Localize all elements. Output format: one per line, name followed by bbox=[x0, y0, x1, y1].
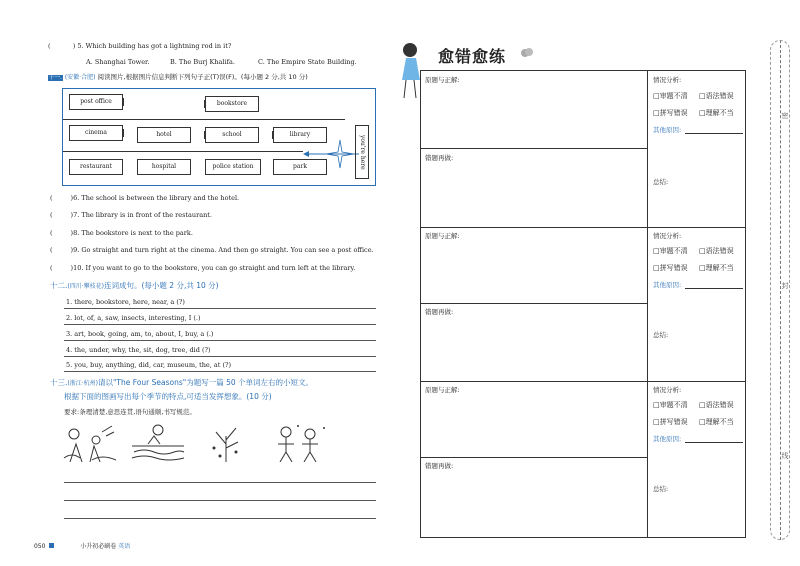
door-icon bbox=[204, 131, 206, 139]
option-spelling[interactable]: □拼写错误 bbox=[653, 109, 688, 117]
section-13-requirement: 要求:条理清楚,意思连贯,语句通顺,书写规范。 bbox=[64, 408, 196, 416]
map-bookstore: bookstore bbox=[205, 96, 259, 112]
footer-subject: 英语 bbox=[118, 543, 131, 550]
judge-item-10: ( )10. If you want to go to the bookstore, you can go straight and turn left at the library. bbox=[50, 264, 356, 272]
road-line bbox=[63, 119, 345, 120]
seal-char-feng: 封 bbox=[781, 282, 789, 289]
section-11-instruction: 阅读图片,根据图片信息判断下列句子正(T)误(F)。(每小题 2 分,共 10 分) bbox=[97, 73, 308, 81]
redo-label: 错题再做: bbox=[425, 462, 454, 470]
page-number: 050 bbox=[34, 543, 46, 550]
reorder-item-2: 2. lot, of, a, saw, insects, interesting, I (.) bbox=[66, 314, 201, 322]
inner-separator bbox=[421, 303, 647, 304]
answer-line bbox=[64, 324, 376, 325]
right-page-title: 愈错愈练 bbox=[438, 47, 507, 66]
autumn-picture bbox=[206, 422, 246, 462]
map-school: school bbox=[205, 127, 259, 143]
original-and-answer-label: 原题与正解: bbox=[425, 76, 460, 84]
footer-square-icon bbox=[49, 543, 54, 548]
map-library: library bbox=[273, 127, 327, 143]
door-icon bbox=[204, 100, 206, 108]
summary-label: 总结: bbox=[653, 485, 669, 493]
judge-item-6: ( )6. The school is between the library and the hotel. bbox=[50, 194, 240, 202]
option-spelling[interactable]: □拼写错误 bbox=[653, 264, 688, 272]
town-map bbox=[62, 88, 376, 186]
writing-line bbox=[64, 518, 376, 519]
other-reason-label: 其他原因: bbox=[653, 435, 682, 443]
writing-line bbox=[64, 500, 376, 501]
option-grammar[interactable]: □语法错误 bbox=[699, 247, 734, 255]
you-are-here-marker: you're here bbox=[355, 125, 369, 179]
map-cinema: cinema bbox=[69, 125, 123, 141]
map-park: park bbox=[273, 159, 327, 175]
analysis-label: 情况分析: bbox=[653, 386, 682, 394]
error-correction-grid bbox=[420, 70, 746, 538]
q5-option-a: A. Shanghai Tower. bbox=[86, 58, 150, 66]
option-understanding[interactable]: □理解不当 bbox=[699, 418, 734, 426]
analysis-label: 情况分析: bbox=[653, 232, 682, 240]
inner-separator bbox=[421, 457, 647, 458]
option-unclear[interactable]: □审题不清 bbox=[653, 92, 688, 100]
winter-picture bbox=[272, 422, 328, 462]
map-hotel: hotel bbox=[137, 127, 191, 143]
map-restaurant: restaurant bbox=[69, 159, 123, 175]
writing-line bbox=[64, 482, 376, 483]
grid-divider bbox=[647, 71, 648, 537]
option-understanding[interactable]: □理解不当 bbox=[699, 264, 734, 272]
door-icon bbox=[122, 129, 124, 137]
option-grammar[interactable]: □语法错误 bbox=[699, 401, 734, 409]
original-and-answer-label: 原题与正解: bbox=[425, 232, 460, 240]
option-spelling[interactable]: □拼写错误 bbox=[653, 418, 688, 426]
seal-char-mi: 密 bbox=[781, 112, 789, 119]
section-13-header: 十三.(浙江·杭州)请以"The Four Seasons"为题写一篇 50 个单词左右的小短文。 bbox=[50, 378, 314, 387]
original-and-answer-label: 原题与正解: bbox=[425, 386, 460, 394]
option-unclear[interactable]: □审题不清 bbox=[653, 401, 688, 409]
cloud-icon bbox=[520, 46, 534, 58]
other-reason-line bbox=[685, 442, 743, 443]
answer-line bbox=[64, 371, 376, 372]
section-12-header: 十二.(四川·攀枝花)连词成句。(每小题 2 分,共 10 分) bbox=[50, 281, 219, 290]
other-reason-label: 其他原因: bbox=[653, 281, 682, 289]
q5-question: ( ) 5. Which building has got a lightning rod in it? bbox=[48, 42, 232, 50]
other-reason-line bbox=[685, 133, 743, 134]
answer-line bbox=[64, 340, 376, 341]
judge-item-7: ( )7. The library is in front of the restaurant. bbox=[50, 211, 212, 219]
option-understanding[interactable]: □理解不当 bbox=[699, 109, 734, 117]
reorder-item-4: 4. the, under, why, the, sit, dog, tree, did (?) bbox=[66, 346, 211, 354]
q5-option-b: B. The Burj Khalifa. bbox=[170, 58, 235, 66]
reorder-item-1: 1. there, bookstore, here, near, a (?) bbox=[66, 298, 185, 306]
footer bbox=[34, 541, 130, 550]
map-post-office: post office bbox=[69, 94, 123, 110]
redo-label: 错题再做: bbox=[425, 308, 454, 316]
compass-star-icon bbox=[325, 139, 355, 169]
option-grammar[interactable]: □语法错误 bbox=[699, 92, 734, 100]
seal-char-xian: 线 bbox=[781, 452, 789, 459]
spring-picture bbox=[62, 422, 118, 462]
other-reason-line bbox=[685, 288, 743, 289]
map-police-station: police station bbox=[205, 159, 261, 175]
inner-separator bbox=[421, 148, 647, 149]
summary-label: 总结: bbox=[653, 331, 669, 339]
map-hospital: hospital bbox=[137, 159, 191, 175]
section-11-tag: (安徽·合肥) bbox=[64, 74, 96, 81]
door-icon bbox=[272, 131, 274, 139]
summer-picture bbox=[130, 422, 186, 462]
reorder-item-3: 3. art, book, going, am, to, about, I, buy, a (.) bbox=[66, 330, 214, 338]
answer-line bbox=[64, 308, 376, 309]
summary-label: 总结: bbox=[653, 178, 669, 186]
option-unclear[interactable]: □审题不清 bbox=[653, 247, 688, 255]
footer-book: 小升初必刷卷 bbox=[80, 543, 117, 550]
section-11-header bbox=[48, 72, 308, 81]
judge-item-8: ( )8. The bookstore is next to the park. bbox=[50, 229, 193, 237]
road-line bbox=[63, 151, 303, 152]
other-reason-label: 其他原因: bbox=[653, 126, 682, 134]
analysis-label: 情况分析: bbox=[653, 76, 682, 84]
judge-item-9: ( )9. Go straight and turn right at the cinema. And then go straight. You can see a post office. bbox=[50, 246, 374, 254]
block-separator bbox=[421, 227, 745, 228]
reorder-item-5: 5. you, buy, anything, did, car, museum, the, at (?) bbox=[66, 361, 232, 369]
section-13-instruction-2: 根据下面的图画写出每个季节的特点,可适当发挥想象。(10 分) bbox=[64, 392, 272, 401]
answer-line bbox=[64, 356, 376, 357]
section-number-11: 十一. bbox=[49, 75, 62, 81]
block-separator bbox=[421, 381, 745, 382]
redo-label: 错题再做: bbox=[425, 154, 454, 162]
door-icon bbox=[122, 98, 124, 106]
q5-option-c: C. The Empire State Building. bbox=[258, 58, 357, 66]
